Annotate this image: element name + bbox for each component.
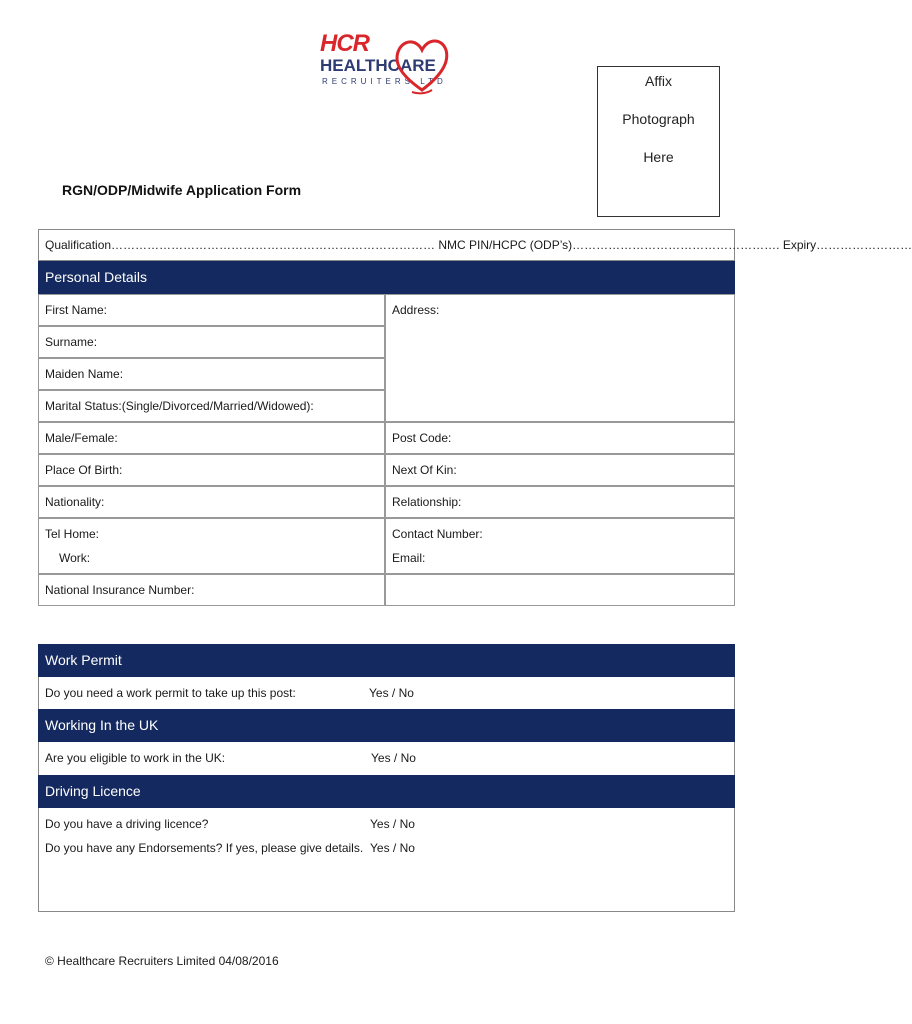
- endorsements-answer[interactable]: Yes / No: [370, 841, 415, 855]
- relationship-field[interactable]: Relationship:: [385, 486, 735, 518]
- endorsements-question: Do you have any Endorsements? If yes, please give details.: [45, 841, 364, 855]
- photo-box-line-2: Photograph: [622, 111, 695, 127]
- next-of-kin-field[interactable]: Next Of Kin:: [385, 454, 735, 486]
- personal-details-heading: Personal Details: [38, 261, 735, 294]
- working-uk-row[interactable]: [38, 742, 735, 774]
- work-permit-heading: Work Permit: [38, 644, 735, 677]
- photo-box-line-1: Affix: [645, 73, 672, 89]
- working-uk-question: Are you eligible to work in the UK:: [45, 751, 226, 765]
- telephone-cell[interactable]: [38, 518, 385, 574]
- maiden-name-field[interactable]: Maiden Name:: [38, 358, 385, 390]
- logo-recruiters-text: RECRUITERS LTD: [322, 77, 447, 86]
- gender-field[interactable]: Male/Female:: [38, 422, 385, 454]
- footer-copyright: © Healthcare Recruiters Limited 04/08/2016: [45, 954, 279, 968]
- ni-number-field[interactable]: National Insurance Number:: [38, 574, 385, 606]
- place-of-birth-field[interactable]: Place Of Birth:: [38, 454, 385, 486]
- working-uk-heading: Working In the UK: [38, 709, 735, 742]
- form-title: RGN/ODP/Midwife Application Form: [62, 182, 302, 198]
- driving-licence-heading: Driving Licence: [38, 775, 735, 808]
- first-name-field[interactable]: First Name:: [38, 294, 385, 326]
- work-permit-row[interactable]: [38, 677, 735, 709]
- work-permit-answer[interactable]: Yes / No: [369, 686, 414, 700]
- surname-field[interactable]: Surname:: [38, 326, 385, 358]
- qualification-line[interactable]: Qualification……………………………………………………………………… NMC PIN/HCPC (ODP’s)……………………………………………. Expiry……………………: [38, 229, 735, 261]
- driving-licence-question: Do you have a driving licence?: [45, 817, 209, 831]
- driving-licence-answer[interactable]: Yes / No: [370, 817, 415, 831]
- logo-healthcare-text: HEALTHCARE: [320, 56, 436, 75]
- marital-status-field[interactable]: Marital Status:(Single/Divorced/Married/Widowed):: [38, 390, 385, 422]
- company-logo: [320, 30, 470, 110]
- tel-home-label: Tel Home:: [45, 527, 100, 541]
- working-uk-answer[interactable]: Yes / No: [371, 751, 416, 765]
- address-field[interactable]: Address:: [385, 294, 735, 422]
- tel-work-label: Work:: [59, 551, 91, 565]
- logo-hcr-text: HCR: [320, 30, 369, 57]
- photo-box-line-3: Here: [643, 149, 674, 165]
- email-label: Email:: [392, 551, 426, 565]
- work-permit-question: Do you need a work permit to take up this post:: [45, 686, 296, 700]
- post-code-field[interactable]: Post Code:: [385, 422, 735, 454]
- ni-number-input[interactable]: [385, 574, 735, 606]
- contact-cell[interactable]: [385, 518, 735, 574]
- nationality-field[interactable]: Nationality:: [38, 486, 385, 518]
- contact-number-label: Contact Number:: [392, 527, 483, 541]
- affix-photo-box: [597, 66, 720, 217]
- heart-icon: [392, 34, 452, 96]
